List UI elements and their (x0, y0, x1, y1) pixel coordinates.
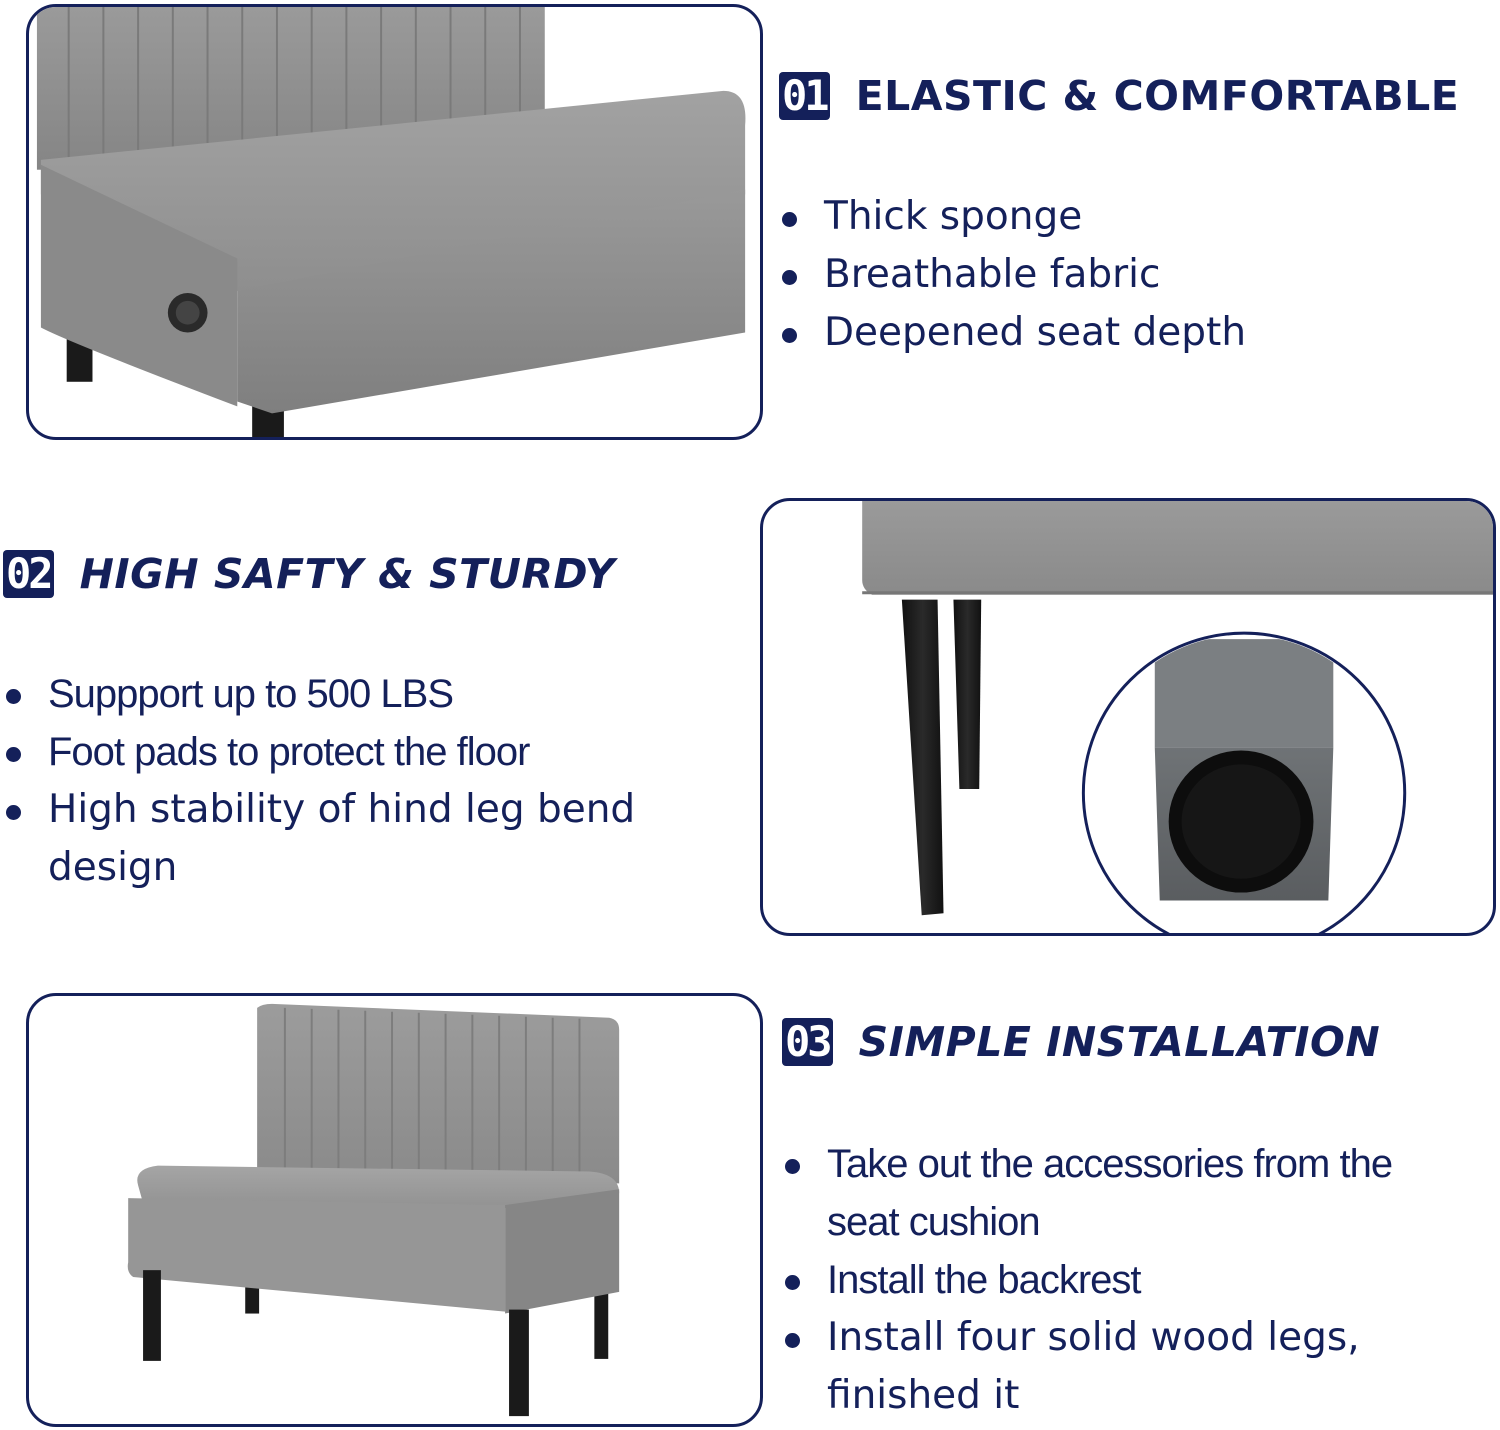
section3-bullet: Install the backrest (782, 1251, 1462, 1309)
section2-title: HIGH SAFTY & STURDY (79, 550, 616, 598)
section1-bullet: Deepened seat depth (779, 304, 1479, 362)
section1-bullet: Breathable fabric (779, 246, 1479, 304)
section1-bullet: Thick sponge (779, 188, 1479, 246)
section2-bullet-list (3, 665, 703, 897)
section2-bullet: Foot pads to protect the floor (3, 723, 703, 781)
sofa-leg-foot-pad-icon (763, 501, 1493, 933)
loveseat-sofa-icon (29, 996, 760, 1424)
sofa-seat-closeup-icon (29, 7, 760, 437)
section3-bullet: Install four solid wood legs, finished it (782, 1309, 1462, 1425)
section1-badge: 01 (779, 72, 830, 120)
section3-heading (782, 1018, 1380, 1066)
section1-title: ELASTIC & COMFORTABLE (855, 72, 1460, 120)
section3-image-frame (26, 993, 763, 1427)
section3-bullet-list (782, 1135, 1462, 1425)
section1-heading (779, 72, 1459, 120)
section2-bullet: High stability of hind leg bend design (3, 781, 703, 897)
section3-bullet: Take out the accessories from the seat cushion (782, 1135, 1462, 1251)
section1-bullet-list (779, 188, 1479, 362)
section3-badge: 03 (782, 1018, 833, 1066)
section2-bullet: Suppport up to 500 LBS (3, 665, 703, 723)
section2-badge: 02 (3, 550, 54, 598)
section2-heading (3, 550, 615, 598)
section2-image-frame (760, 498, 1496, 936)
section1-image-frame (26, 4, 763, 440)
section3-title: SIMPLE INSTALLATION (858, 1018, 1381, 1066)
